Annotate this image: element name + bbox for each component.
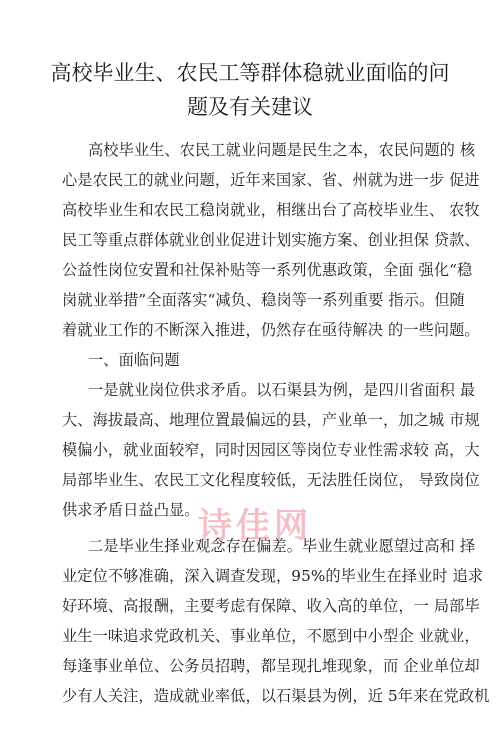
site-watermark: 诗佳网 — [198, 506, 312, 546]
document-title-line-1: 高校毕业生、农民工等群体稳就业面临的问 — [50, 61, 450, 85]
paragraph-3-line: 每逢事业单位、公务员招聘，都呈现扎堆现象，而 企业单位却 — [62, 657, 480, 675]
paragraph-1-line: 民工等重点群体就业创业促进计划实施方案、创业担保 贷款、 — [62, 231, 480, 249]
paragraph-1-line: 着就业工作的不断深入推进，仍然存在亟待解决 的一些问题。 — [62, 321, 480, 339]
paragraph-1-line: 高校毕业生和农民工稳岗就业，相继出台了高校毕业生、 农牧 — [62, 201, 480, 219]
paragraph-2-line: 模偏小，就业面较窄，同时因园区等岗位专业性需求较 高，大 — [62, 441, 480, 459]
paragraph-1-line: 高校毕业生、农民工就业问题是民生之本，农民问题的 核 — [88, 141, 476, 159]
paragraph-3-line: 业定位不够准确，深入调查发现，95%的毕业生在择业时 追求 — [62, 567, 484, 585]
paragraph-3-line: 少有人关注，造成就业率低，以石渠县为例，近 5年来在党政机 — [62, 687, 490, 705]
paragraph-3-line: 业生一味追求党政机关、事业单位，不愿到中小型企 业就业， — [62, 627, 480, 645]
document-title-line-2: 题及有关建议 — [187, 95, 313, 119]
paragraph-3-line: 好环境、高报酬，主要考虑有保障、收入高的单位，一 局部毕 — [62, 597, 480, 615]
paragraph-2-line: 大、海拔最高、地理位置最偏远的县，产业单一，加之城 市规 — [62, 411, 480, 429]
paragraph-1-line: 岗就业举措”全面落实“减负、稳岗等一系列重要 指示。但随 — [62, 291, 465, 309]
paragraph-2-line: 一是就业岗位供求矛盾。以石渠县为例，是四川省面积 最 — [88, 381, 476, 399]
paragraph-1-line: 心是农民工的就业问题，近年来国家、省、州就为进一步 促进 — [62, 171, 480, 189]
paragraph-3-line: 二是毕业生择业观念存在偏差。毕业生就业愿望过高和 择 — [88, 537, 476, 555]
paragraph-2-line: 供求矛盾日益凸显。 — [62, 501, 200, 519]
paragraph-2-line: 局部毕业生、农民工文化程度较低，无法胜任岗位， 导致岗位 — [62, 471, 480, 489]
paragraph-1-line: 公益性岗位安置和社保补贴等一系列优惠政策，全面 强化“稳 — [62, 261, 473, 279]
section-heading: 一、面临问题 — [88, 351, 180, 369]
